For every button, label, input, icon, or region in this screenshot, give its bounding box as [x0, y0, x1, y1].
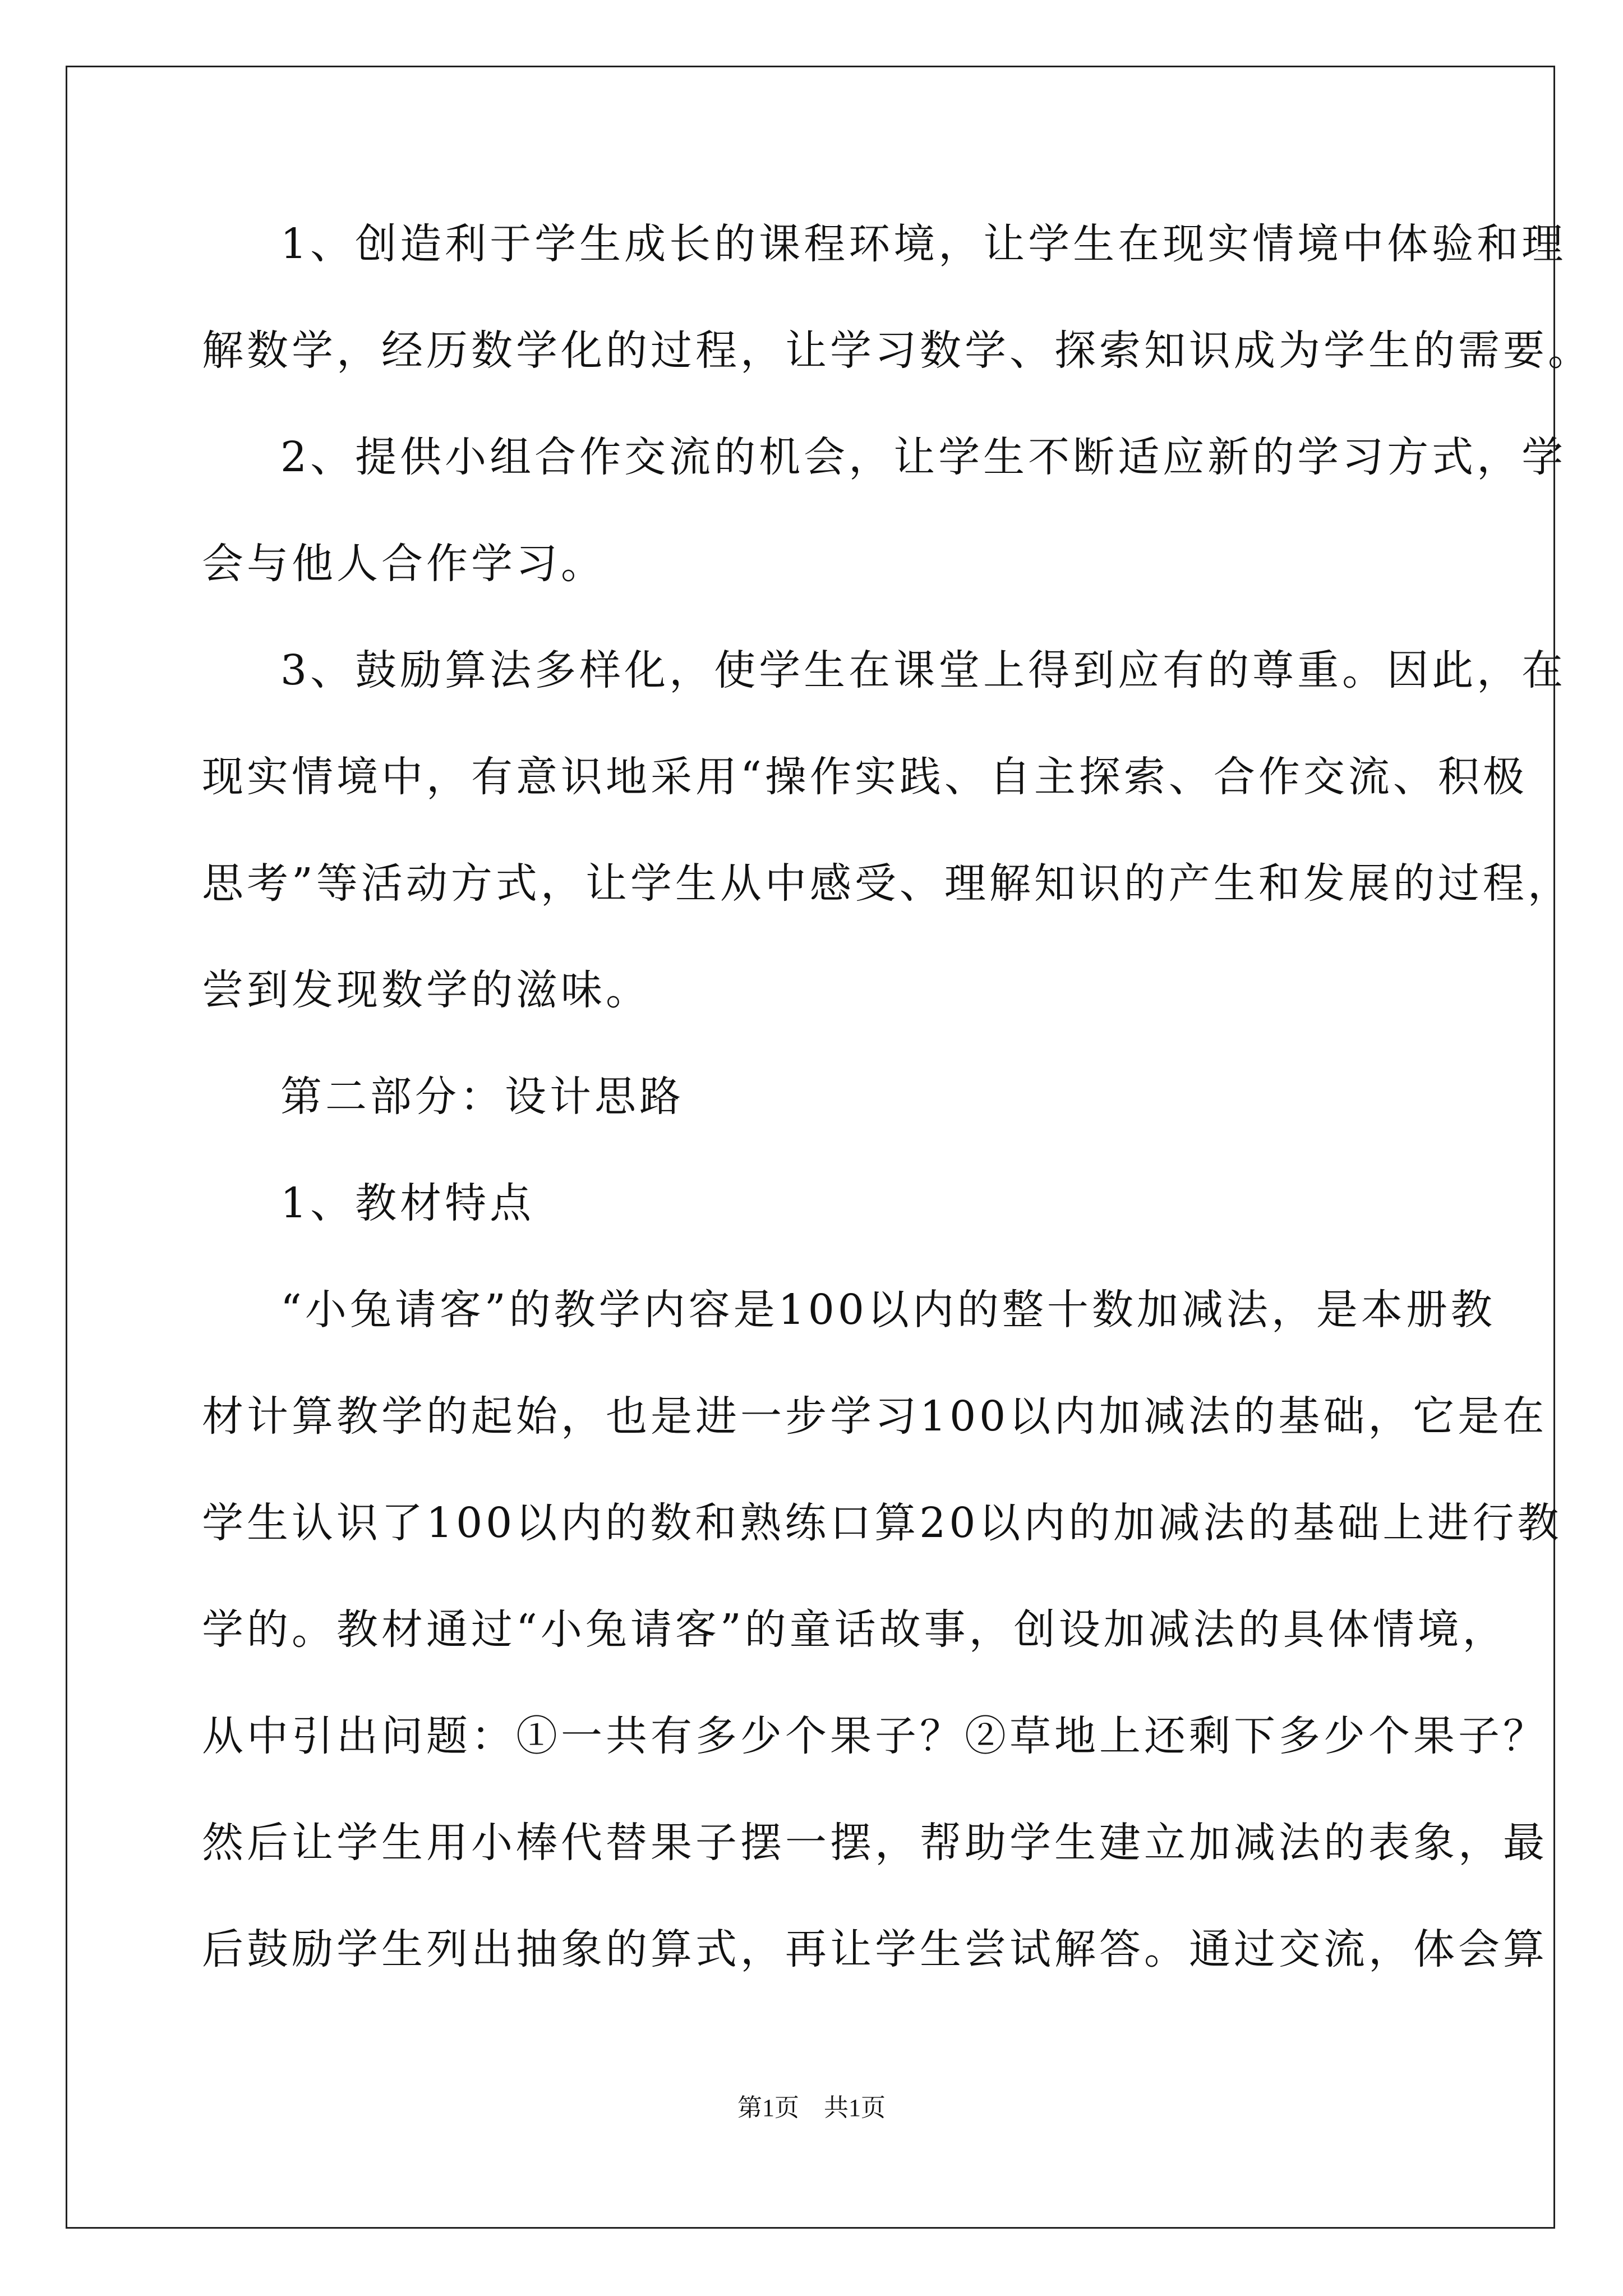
paragraph-line: 材计算教学的起始，也是进一步学习100以内加减法的基础，它是在	[202, 1392, 1548, 1441]
section-heading: 第二部分：设计思路	[280, 1073, 684, 1121]
paragraph-line: 学生认识了100以内的数和熟练口算20以内的加减法的基础上进行教	[202, 1499, 1562, 1547]
paragraph-line: “小兔请客”的教学内容是100以内的整十数加减法，是本册教	[280, 1286, 1496, 1334]
page-border	[66, 66, 1555, 2229]
paragraph-line: 解数学，经历数学化的过程，让学习数学、探索知识成为学生的需要。	[202, 326, 1593, 375]
subsection-heading: 1、教材特点	[280, 1179, 535, 1227]
paragraph-line: 尝到发现数学的滋味。	[202, 966, 651, 1014]
paragraph-line: 后鼓励学生列出抽象的算式，再让学生尝试解答。通过交流，体会算	[202, 1925, 1548, 1973]
page-number-footer: 第1页 共1页	[737, 2094, 886, 2122]
paragraph-line: 3、鼓励算法多样化，使学生在课堂上得到应有的尊重。因此，在	[280, 646, 1567, 694]
paragraph-line: 从中引出问题：①一共有多少个果子？②草地上还剩下多少个果子？	[202, 1712, 1548, 1760]
paragraph-line: 现实情境中，有意识地采用“操作实践、自主探索、合作交流、积极	[202, 753, 1528, 801]
paragraph-line: 1、创造利于学生成长的课程环境，让学生在现实情境中体验和理	[280, 220, 1567, 268]
paragraph-line: 思考”等活动方式，让学生从中感受、理解知识的产生和发展的过程，	[202, 859, 1573, 908]
paragraph-line: 学的。教材通过“小兔请客”的童话故事，创设加减法的具体情境，	[202, 1605, 1507, 1654]
paragraph-line: 2、提供小组合作交流的机会，让学生不断适应新的学习方式，学	[280, 433, 1567, 481]
paragraph-line: 然后让学生用小棒代替果子摆一摆，帮助学生建立加减法的表象，最	[202, 1819, 1548, 1867]
paragraph-line: 会与他人合作学习。	[202, 540, 606, 588]
